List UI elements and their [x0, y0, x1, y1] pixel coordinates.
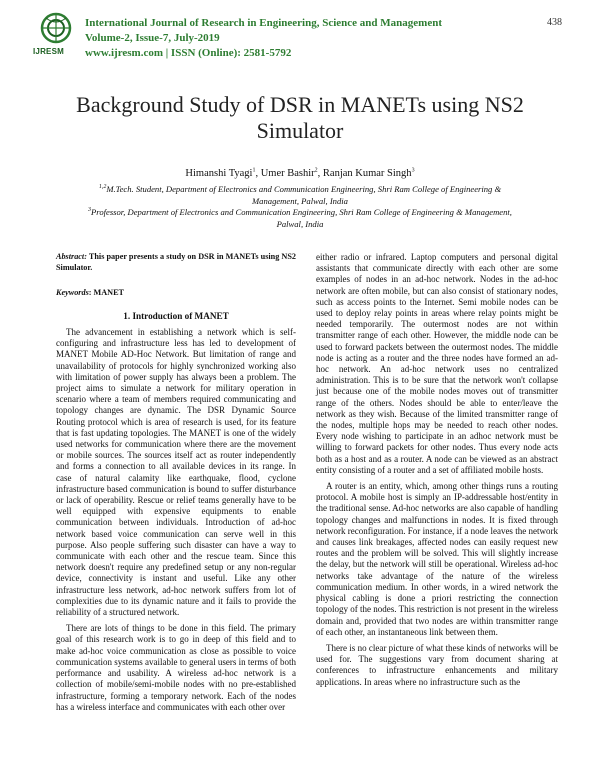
- journal-header: [85, 16, 442, 61]
- left-column: [56, 252, 296, 713]
- affiliation-1: [84, 184, 516, 207]
- logo-text: IJRESM: [33, 47, 64, 56]
- keywords-label: Keywords: [56, 287, 89, 297]
- author-separator: ,: [255, 168, 261, 179]
- body-paragraph: There are lots of things to be done in this field. The primary goal of this research work is to go in deep of this field and to make ad-hoc voice communication as close as possible to voice communication systems available to general users in terms of both performance and usability. A wireless ad-hoc network is a collection of mobile/semi-mobile nodes with no pre-established infrastructure, forming a temporary network. Each of the nodes has a wireless interface and communicates with each other over: [56, 623, 296, 712]
- author-sup: 1: [252, 167, 256, 174]
- keywords: [56, 287, 296, 298]
- affiliation-2: [84, 207, 516, 230]
- volume-issue: Volume-2, Issue-7, July-2019: [85, 32, 220, 44]
- website-issn: www.ijresm.com | ISSN (Online): 2581-5792: [85, 47, 292, 59]
- body-paragraph: either radio or infrared. Laptop computers and personal digital assistants that communicate directly with each other are some examples of nodes in an ad-hoc network. Nodes in the ad-hoc network are often mobile, but can also consist of stationary nodes, such as access points to the Internet. Semi mobile nodes can be used to deploy relay points in areas where relay points might be needed temporarily. The outermost nodes are not within transmitter range of each other. However, the middle node can be used to forward packets between the outermost nodes. The middle node is acting as a router and the three nodes have formed an ad-hoc network. An ad-hoc network uses no centralized administration. This is to be sure that the network won't collapse just because one of the mobile nodes moves out of transmitter range of the others. Nodes should be able to enter/leave the network as they wish. Because of the limited transmitter range of the nodes, multiple hops may be needed to reach other nodes. Every node wishing to participate in an adhoc network must be willing to forward packets for other nodes. Thus every node acts both as a host and as a router. A node can be viewed as an abstract entity consisting of a router and a set of affiliated mobile hosts.: [316, 252, 558, 475]
- keywords-text: : MANET: [88, 287, 124, 297]
- right-column: [316, 252, 558, 688]
- author-sup: 3: [411, 167, 415, 174]
- journal-name: International Journal of Research in Engineering, Science and Management: [85, 17, 442, 29]
- abstract-label: Abstract:: [56, 252, 87, 261]
- paper-title: Background Study of DSR in MANETs using NS2 Simulator: [76, 92, 524, 143]
- author-list: [40, 168, 560, 179]
- affiliation-sup: 1,2: [98, 184, 107, 191]
- body-paragraph: There is no clear picture of what these kinds of networks will be used for. The suggestions vary from document sharing at conferences to infrastructure enhancements and military applications. In areas where no infrastructure such as the: [316, 642, 558, 687]
- author-name: Umer Bashir: [260, 168, 315, 179]
- section-heading: 1. Introduction of MANET: [123, 310, 229, 321]
- affiliation-sup: 3: [88, 207, 92, 214]
- body-paragraph: The advancement in establishing a network which is self-configuring and infrastructure less has led to development of MANET Mobile AD-Hoc Network. But limitation of range and unavailability of protocols for highly synchronized working also with limitation of power supply has always been a problem. The project aims to simulate a network for military operation in scenario where a team of members required communicating and topology changes are dynamic. The DSR Dynamic Source Routing protocol which is area of research is used, for its feature that is fast updating topologies. The MANET is one of the widely used networks for communication where there are the movement or mobile sources. The sources itself act as router independently and forms a connection to all available devices in its range. In case of natural calamity like earthquake, flood, cyclone infrastructure based communication is bound to suffer disturbance or lack of operability. Rescue or relief teams generally have to be well equipped with expensive equipments to enable communication between individuals. Introduction of ad-hoc network based voice communication can serve well in this purpose. Also people suffering such disaster can have a way to communicate with each other and the rescue team. Since this network doesn't require any predefined setup or any non-regular device, connectivity is instant and useful. Like any other infrastructure less network, ad-hoc network suffers from lot of complexities due to its dynamic nature and it fails to provide the reliability of a structured network.: [56, 327, 296, 618]
- author-separator: ,: [317, 168, 323, 179]
- page-number: 438: [547, 17, 562, 28]
- author-sup: 2: [314, 167, 318, 174]
- author-name: Ranjan Kumar Singh: [322, 168, 412, 179]
- abstract: [56, 252, 296, 274]
- body-paragraph: A router is an entity, which, among other things runs a routing protocol. A mobile host is simply an IP-addressable host/entity in the traditional sense. Ad-hoc networks are also capable of handling topology changes and malfunctions in nodes. It is fixed through network reconfiguration. For instance, if a node leaves the network and causes link breakages, affected nodes can easily request new routes and the problem will be solved. This will slightly increase the delay, but the network will still be operational. Wireless ad-hoc networks take advantage of the nature of the wireless communication medium. In other words, in a wired network the physical cabling is done a priori restricting the connection topology of the nodes. This restriction is not present in the wireless domain and, provided that two nodes are within transmitter range of each other, an instantaneous link between them.: [316, 481, 558, 637]
- abstract-text: This paper presents a study on DSR in MANETs using NS2 Simulator.: [56, 252, 296, 272]
- author-name: Himanshi Tyagi: [185, 168, 253, 179]
- affiliation-text: Professor, Department of Electronics and Communication Engineering, Shri Ram College of Engineering & Management, Palwal, India: [91, 207, 512, 229]
- affiliation-text: M.Tech. Student, Department of Electronics and Communication Engineering, Shri Ram College of Engineering & Management, Palwal, India: [106, 184, 502, 206]
